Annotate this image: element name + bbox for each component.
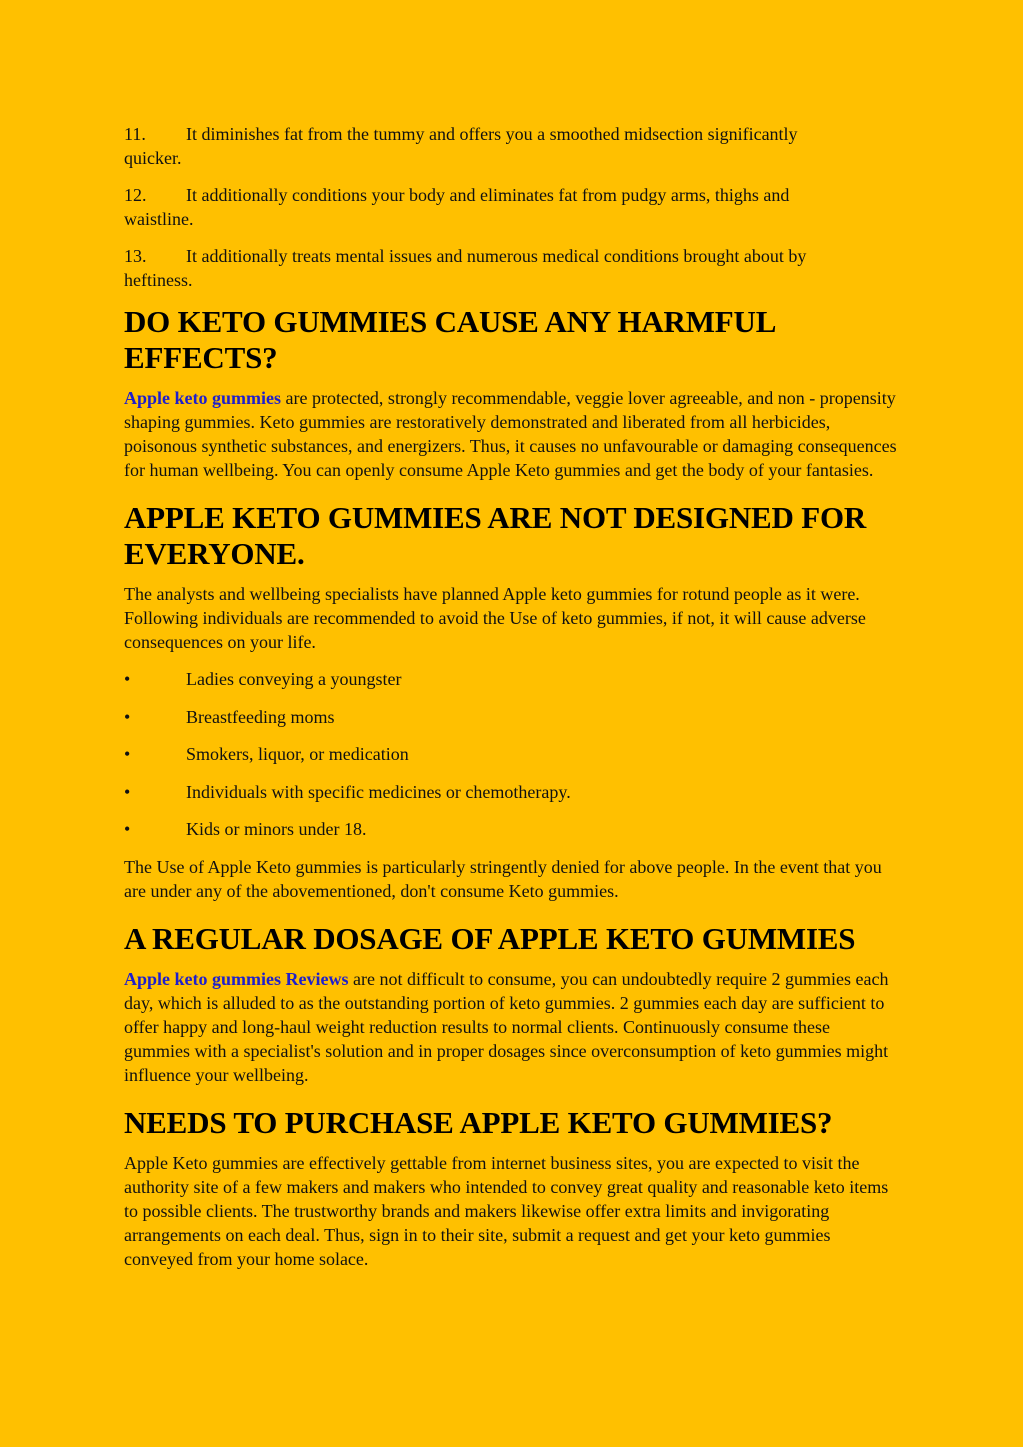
restricted-groups-list [124,667,898,841]
paragraph-body: are protected, strongly recommendable, veggie lover agreeable, and non - propensity shaping gummies. Keto gummies are restoratively demonstrated and liberated from all herbicides, poisonous synthetic substances, and energizers. Thus, it causes no unfavourable or damaging consequences for human wellbeing. You can openly consume Apple Keto gummies and get the body of your fantasies. [124,388,897,480]
apple-keto-gummies-link[interactable]: Apple keto gummies [124,388,281,408]
item-text: It additionally treats mental issues and numerous medical conditions brought about by [186,246,807,266]
numbered-item-13 [124,245,898,292]
numbered-item-12 [124,184,898,231]
bullet-icon: • [124,781,131,802]
list-item-text: Individuals with specific medicines or chemotherapy. [186,781,571,802]
list-item [124,780,898,804]
heading-not-for-everyone [124,500,898,572]
item-number: 12. [124,185,147,205]
paragraph-outro: The Use of Apple Keto gummies is particularly stringently denied for above people. In the event that you are under any of the abovementioned, don't consume Keto gummies. [124,857,882,901]
heading-regular-dosage: A REGULAR DOSAGE OF APPLE KETO GUMMIES [124,921,856,956]
list-item-text: Kids or minors under 18. [186,819,367,839]
list-item [124,705,898,729]
item-number: 11. [124,124,146,144]
item-text-continued: quicker. [124,147,182,168]
list-item-text: Breastfeeding moms [186,706,335,727]
bullet-icon: • [124,706,131,727]
paragraph-purchase: Apple Keto gummies are effectively gettable from internet business sites, you are expected to visit the authority site of a few makers and makers who intended to convey great quality and reasonable keto items to possible clients. The trustworthy brands and makers likewise offer extra limits and invigorating arrangements on each deal. Thus, sign in to their site, submit a request and get your keto gummies conveyed from your home solace. [124,1153,889,1269]
heading-line-1: DO KETO GUMMIES CAUSE ANY HARMFUL [124,304,777,339]
item-text-continued: waistline. [124,208,194,229]
item-text-continued: heftiness. [124,269,193,290]
list-item-text: Ladies conveying a youngster [186,669,402,689]
numbered-item-11 [124,123,898,170]
list-item [124,817,898,841]
item-number: 13. [124,246,147,266]
item-text: It additionally conditions your body and eliminates fat from pudgy arms, thighs and [186,185,790,205]
heading-line-2: EVERYONE. [124,536,305,571]
heading-line-1: APPLE KETO GUMMIES ARE NOT DESIGNED FOR [124,500,867,535]
paragraph-harmful-effects [124,386,898,482]
list-item [124,667,898,691]
bullet-icon: • [124,669,131,689]
apple-keto-gummies-reviews-link[interactable]: Apple keto gummies Reviews [124,969,349,989]
list-item [124,742,898,766]
bullet-icon: • [124,744,131,764]
list-item-text: Smokers, liquor, or medication [186,744,409,764]
heading-purchase: NEEDS TO PURCHASE APPLE KETO GUMMIES? [124,1105,833,1140]
item-text: It diminishes fat from the tummy and offers you a smoothed midsection significantly [186,124,798,144]
paragraph-body: are not difficult to consume, you can undoubtedly require 2 gummies each day, which is alluded to as the outstanding portion of keto gummies. 2 gummies each day are sufficient to offer happy and long-haul weight reduction results to normal clients. Continuously consume these gummies with a specialist's solution and in proper dosages since overconsumption of keto gummies might influence your wellbeing. [124,969,889,1085]
heading-line-2: EFFECTS? [124,340,278,375]
paragraph-intro: The analysts and wellbeing specialists have planned Apple keto gummies for rotund people as it were. Following individuals are recommended to avoid the Use of keto gummies, if not, it will cause adverse consequences on your life. [124,584,866,652]
bullet-icon: • [124,819,131,839]
heading-harmful-effects [124,304,898,376]
paragraph-dosage [124,967,898,1087]
